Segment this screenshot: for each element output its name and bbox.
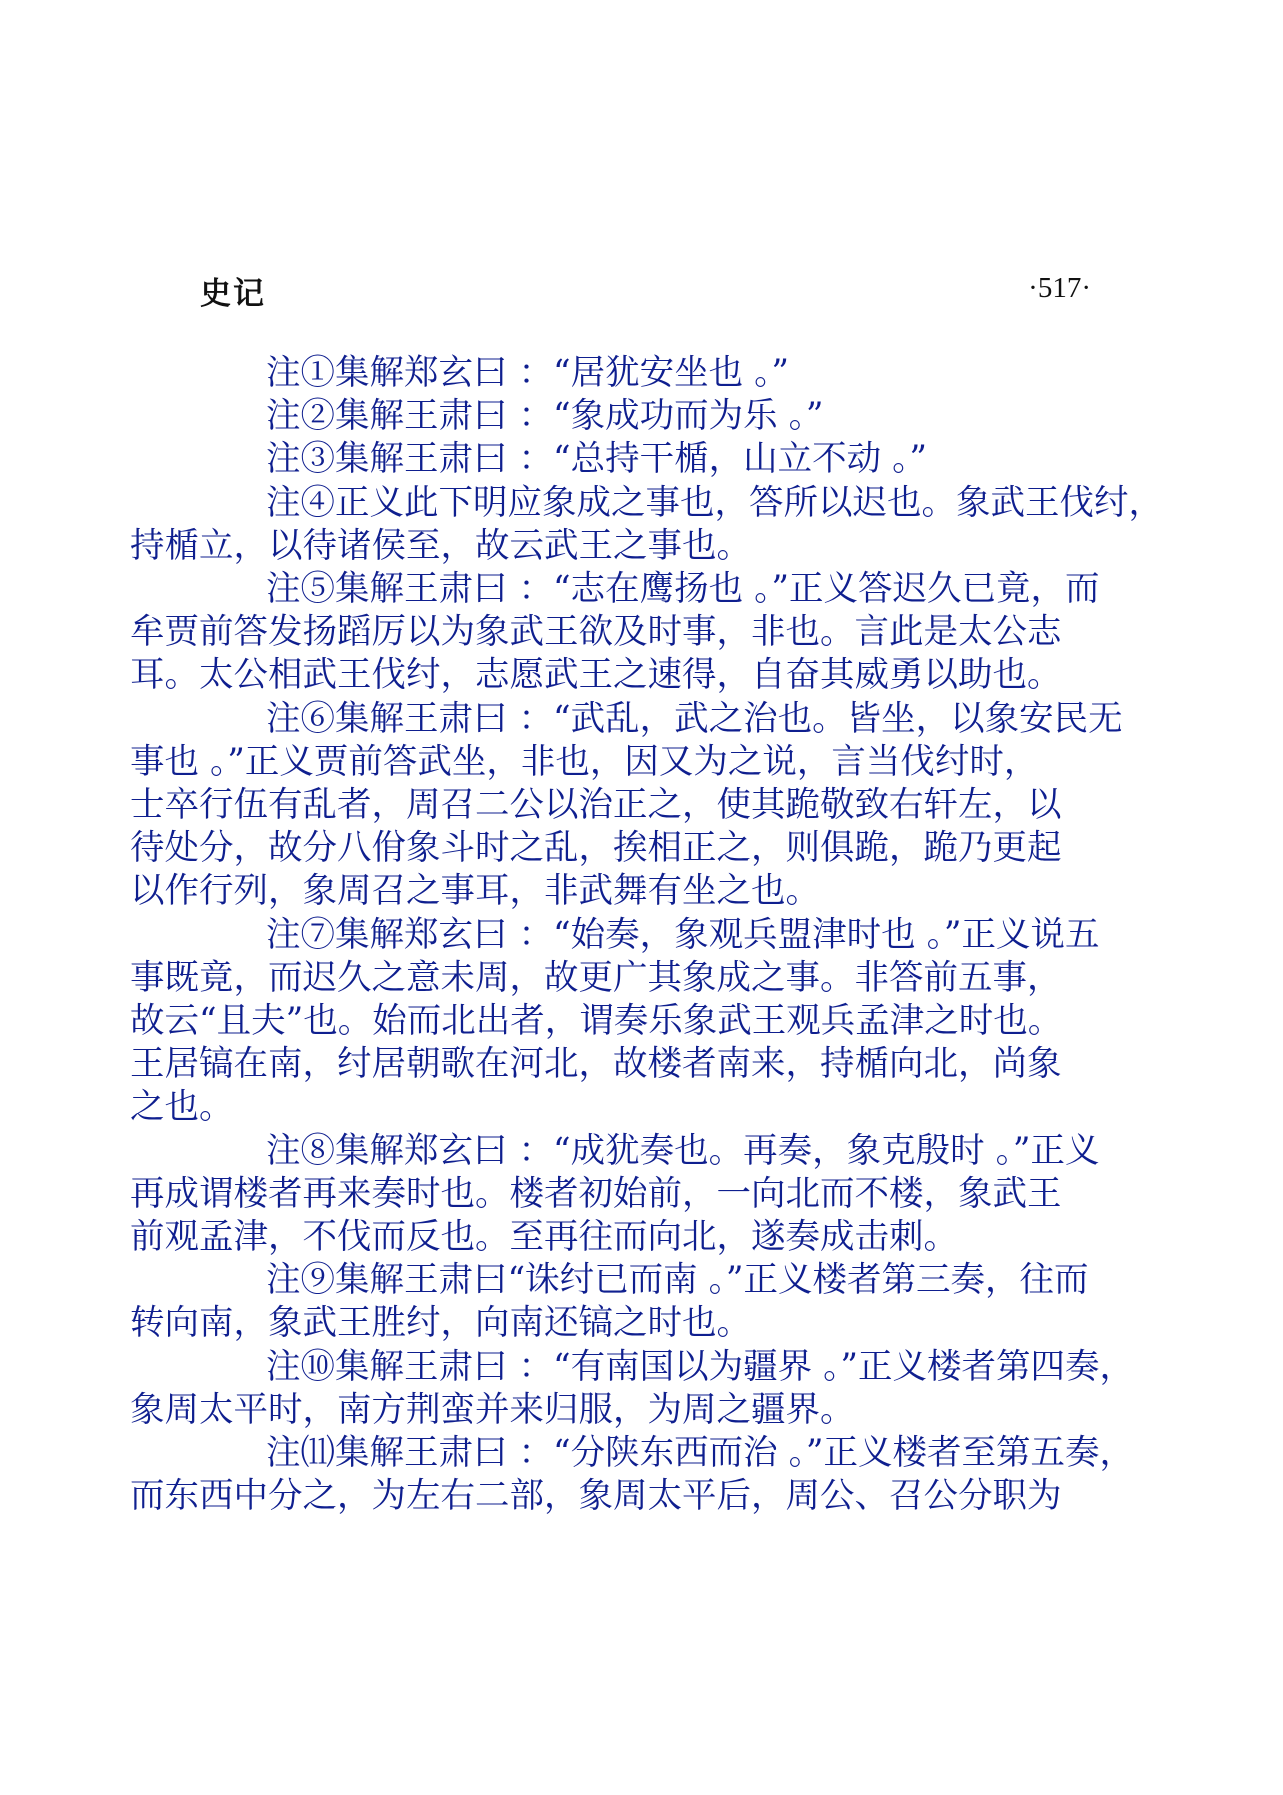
- note-line: 注⑥集解王肃曰 ：“武乱，武之治也。皆坐，以象安民无: [266, 698, 1123, 739]
- note-line: 故云“且夫”也。始而北出者，谓奏乐象武王观兵孟津之时也。: [130, 1001, 1063, 1042]
- note-line: 注⑾集解王肃曰 ：“分陕东西而治 。”正义楼者至第五奏，: [266, 1433, 1134, 1474]
- note-line: 注④正义此下明应象成之事也，答所以迟也。象武王伐纣，: [266, 482, 1163, 523]
- note-line: 士卒行伍有乱者，周召二公以治正之，使其跪敬致右轩左，以: [130, 785, 1062, 826]
- running-head-title: 史记: [200, 276, 266, 312]
- note-5: [130, 568, 1103, 698]
- note-line: 注⑦集解郑玄曰 ：“始奏，象观兵盟津时也 。”正义说五: [266, 914, 1100, 955]
- note-1: [198, 352, 1103, 395]
- note-line: 事也 。”正义贾前答武坐，非也，因又为之说，言当伐纣时，: [130, 741, 1039, 782]
- page-number: ·517·: [1028, 272, 1091, 304]
- note-line: 注③集解王肃曰 ：“总持干楯，山立不动 。”: [266, 439, 927, 480]
- note-line: 注⑩集解王肃曰 ：“有南国以为疆界 。”正义楼者第四奏，: [266, 1346, 1134, 1387]
- note-6: [130, 698, 1123, 914]
- note-line: 事既竟，而迟久之意未周，故更广其象成之事。非答前五事，: [130, 957, 1062, 998]
- note-line: 牟贾前答发扬蹈厉以为象武王欲及时事，非也。言此是太公志: [130, 612, 1062, 653]
- note-line: 前观孟津，不伐而反也。至再往而向北，遂奏成击刺。: [130, 1217, 958, 1258]
- note-9: [130, 1259, 1103, 1345]
- note-line: 耳。太公相武王伐纣，志愿武王之速得，自奋其威勇以助也。: [130, 655, 1062, 696]
- note-11: [130, 1432, 1134, 1518]
- note-line: 再成谓楼者再来奏时也。楼者初始前，一向北而不楼，象武王: [130, 1173, 1062, 1214]
- note-line: 注⑧集解郑玄曰 ：“成犹奏也。再奏，象克殷时 。”正义: [266, 1130, 1100, 1171]
- note-line: 而东西中分之，为左右二部，象周太平后，周公、召公分职为: [130, 1476, 1062, 1517]
- note-line: 转向南，象武王胜纣，向南还镐之时也。: [130, 1303, 751, 1344]
- note-line: 王居镐在南，纣居朝歌在河北，故楼者南来，持楯向北，尚象: [130, 1044, 1062, 1085]
- note-3: [198, 438, 1103, 481]
- note-2: [198, 395, 1103, 438]
- note-7: [130, 914, 1103, 1130]
- note-10: [130, 1346, 1134, 1432]
- note-line: 注⑨集解王肃曰“诛纣已而南 。”正义楼者第三奏，往而: [266, 1260, 1089, 1301]
- note-line: 之也。: [130, 1087, 234, 1128]
- note-line: 象周太平时，南方荆蛮并来归服，为周之疆界。: [130, 1389, 855, 1430]
- note-line: 注①集解郑玄曰 ：“居犹安坐也 。”: [266, 353, 789, 393]
- annotation-text: [130, 352, 1163, 1518]
- note-line: 待处分，故分八佾象斗时之乱，挨相正之，则俱跪，跪乃更起: [130, 828, 1062, 869]
- note-line: 注②集解王肃曰 ：“象成功而为乐 。”: [266, 396, 824, 437]
- note-4: [130, 482, 1163, 568]
- note-line: 注⑤集解王肃曰 ：“志在鹰扬也 。”正义答迟久已竟，而: [266, 569, 1100, 610]
- note-8: [130, 1130, 1103, 1260]
- note-line: 以作行列，象周召之事耳，非武舞有坐之也。: [130, 871, 820, 912]
- note-line: 持楯立，以待诸侯至，故云武王之事也。: [130, 525, 751, 566]
